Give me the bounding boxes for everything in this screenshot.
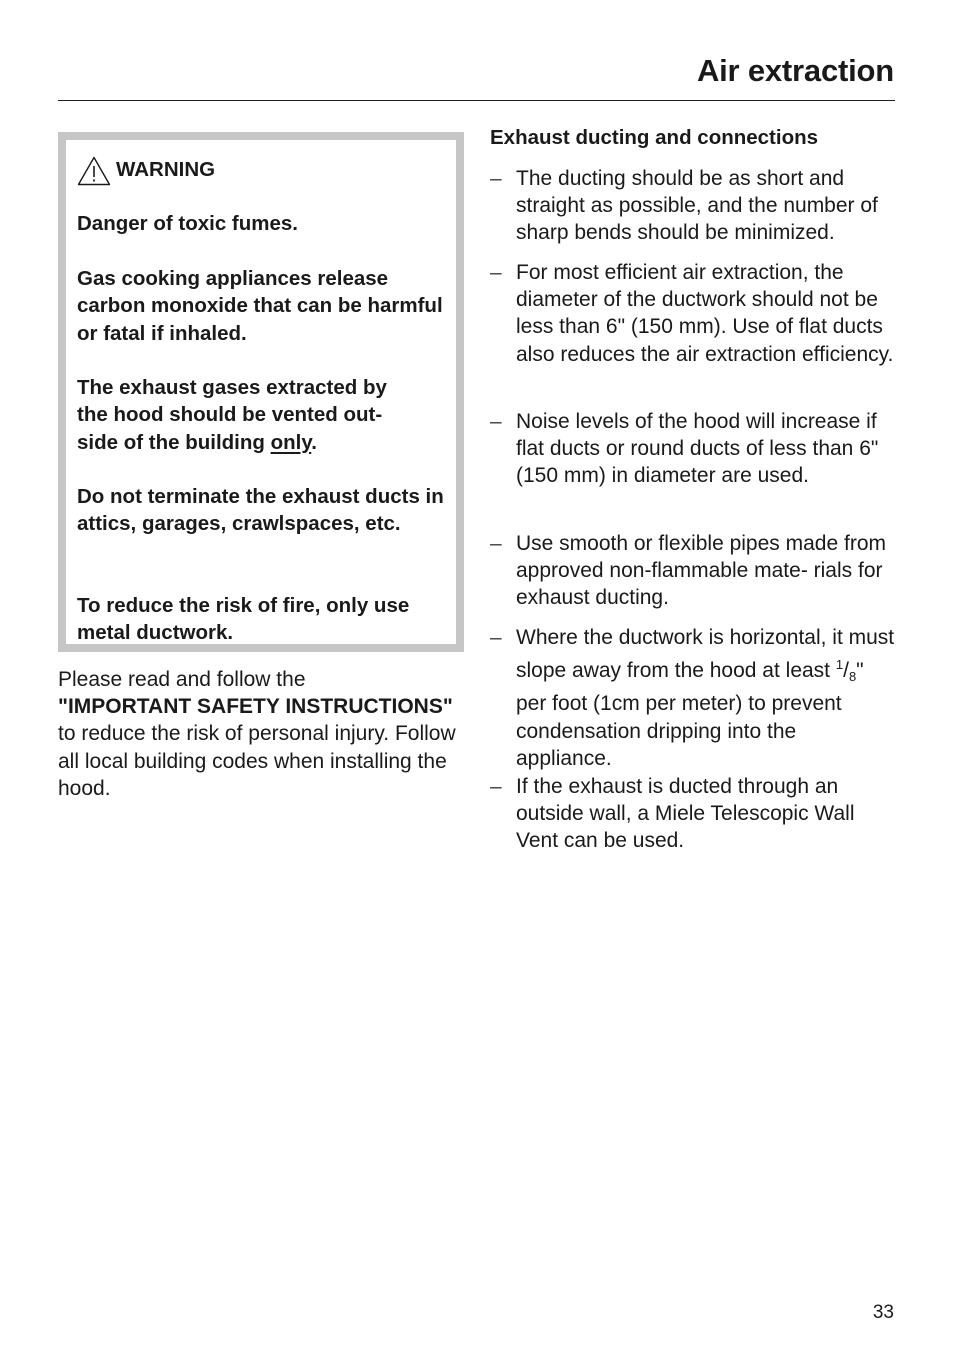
warning-triangle-icon [77, 156, 111, 186]
list-item-text: If the exhaust is ducted through an outside wall, a Miele Telescopic Wall Vent can be used. [516, 775, 855, 853]
dash-bullet: – [490, 410, 502, 433]
safety-instructions-reference: "IMPORTANT SAFETY INSTRUCTIONS" [58, 695, 453, 719]
safety-note [58, 666, 468, 802]
fraction-denominator: 8 [848, 669, 857, 685]
warning-p3-period: . [311, 430, 317, 454]
warning-paragraph-5: To reduce the risk of fire, only use metal ductwork. [77, 594, 410, 645]
warning-paragraph-2: Gas cooking appliances release carbon monoxide that can be harmful or fatal if inhaled. [77, 267, 443, 345]
list-item-text: The ducting should be as short and straight as possible, and the number of sharp bends should be minimized. [516, 167, 878, 245]
warning-emphasis-only: only [270, 430, 312, 454]
header-rule [58, 100, 895, 101]
warning-paragraph-4: Do not terminate the exhaust ducts in attics, garages, crawlspaces, etc. [77, 485, 444, 536]
page-title: Air extraction [696, 53, 894, 88]
list-item-text [516, 624, 896, 772]
dash-bullet: – [490, 261, 502, 284]
dash-bullet: – [490, 167, 502, 190]
dash-bullet: – [490, 532, 502, 555]
item5-text-pre: Where the ductwork is horizontal, it must slope away from the hood at least [516, 626, 895, 683]
fraction-numerator: 1 [835, 657, 844, 673]
safety-note-intro: Please read and follow the [58, 668, 306, 691]
warning-paragraph-1: Danger of toxic fumes. [77, 212, 298, 235]
warning-p3-line3: side of the building [77, 430, 271, 454]
item5-text-post: " per foot (1cm per meter) to prevent condensation dripping into the appliance. [516, 659, 864, 770]
warning-box [58, 132, 464, 652]
warning-p3-line1: The exhaust gases extracted by [77, 376, 387, 399]
list-item-text: Noise levels of the hood will increase if flat ducts or round ducts of less than 6" (150 mm) in diameter are used. [516, 410, 879, 488]
list-item-text: For most efficient air extraction, the diameter of the ductwork should not be less than 6" (150 mm). Use of flat ducts also reduces the air extraction efficiency. [516, 261, 894, 366]
warning-p3-line2: the hood should be vented out- [77, 403, 383, 427]
page-number: 33 [872, 1302, 894, 1323]
safety-note-body: to reduce the risk of personal injury. Follow all local building codes when installing the hood. [58, 722, 456, 800]
fraction-slash: / [843, 659, 849, 683]
dash-bullet: – [490, 626, 502, 649]
warning-paragraph-3 [77, 374, 457, 456]
section-heading: Exhaust ducting and connections [490, 126, 819, 149]
warning-label: WARNING [116, 158, 216, 181]
list-item-text: Use smooth or flexible pipes made from approved non-flammable mate- rials for exhaust ducting. [516, 532, 886, 610]
dash-bullet: – [490, 775, 502, 798]
